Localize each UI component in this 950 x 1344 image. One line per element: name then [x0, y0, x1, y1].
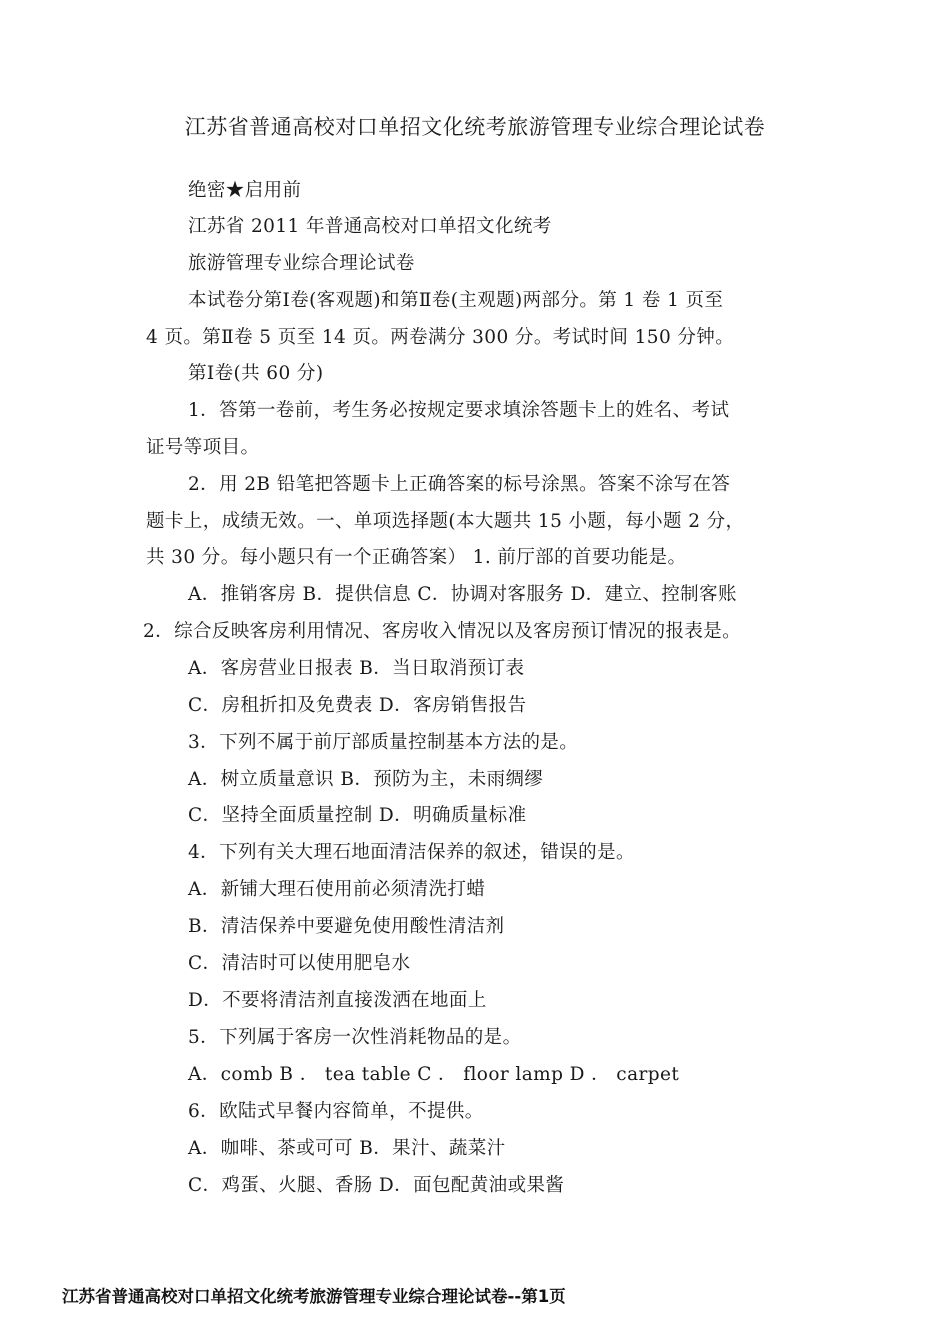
notice-line: 证号等项目。: [146, 437, 260, 458]
instructions-line: 本试卷分第Ⅰ卷(客观题)和第Ⅱ卷(主观题)两部分。第 1 卷 1 页至: [188, 290, 724, 311]
confidential-label: 绝密★启用前: [188, 180, 302, 201]
option-line: A．树立质量意识 B．预防为主，未雨绸缪: [188, 769, 544, 790]
option-line: A．新铺大理石使用前必须清洗打蜡: [188, 879, 486, 900]
option-line: C．清洁时可以使用肥皂水: [188, 953, 411, 974]
notice-line: 1．答第一卷前，考生务必按规定要求填涂答题卡上的姓名、考试: [188, 400, 730, 421]
question-line: 共 30 分。每小题只有一个正确答案） 1. 前厅部的首要功能是。: [146, 547, 687, 568]
question-line: 2．综合反映客房利用情况、客房收入情况以及客房预订情况的报表是。: [143, 621, 742, 642]
page-title: 江苏省普通高校对口单招文化统考旅游管理专业综合理论试卷: [184, 115, 766, 139]
question-line: 5．下列属于客房一次性消耗物品的是。: [188, 1027, 522, 1048]
instructions-line: 4 页。第Ⅱ卷 5 页至 14 页。两卷满分 300 分。考试时间 150 分钟。: [146, 327, 735, 348]
option-line: C．房租折扣及免费表 D．客房销售报告: [188, 695, 527, 716]
option-line: C．坚持全面质量控制 D．明确质量标准: [188, 805, 527, 826]
option-line: D．不要将清洁剂直接泼洒在地面上: [188, 990, 487, 1011]
page-footer: 江苏省普通高校对口单招文化统考旅游管理专业综合理论试卷--第1页: [62, 1287, 566, 1306]
option-line: A．推销客房 B．提供信息 C．协调对客服务 D．建立、控制客账: [188, 584, 737, 605]
question-line: 4．下列有关大理石地面清洁保养的叙述，错误的是。: [188, 842, 635, 863]
section-heading: 第Ⅰ卷(共 60 分): [188, 363, 324, 384]
exam-name-line: 江苏省 2011 年普通高校对口单招文化统考: [188, 216, 552, 237]
option-line: C．鸡蛋、火腿、香肠 D．面包配黄油或果酱: [188, 1175, 565, 1196]
notice-line: 2．用 2B 铅笔把答题卡上正确答案的标号涂黑。答案不涂写在答: [188, 474, 731, 495]
question-line: 3．下列不属于前厅部质量控制基本方法的是。: [188, 732, 579, 753]
option-line: A．comb B ． tea table C ． floor lamp D ． carpet: [188, 1064, 680, 1085]
notice-line: 题卡上，成绩无效。一、单项选择题(本大题共 15 小题，每小题 2 分，: [146, 511, 745, 532]
question-line: 6．欧陆式早餐内容简单，不提供。: [188, 1101, 484, 1122]
option-line: A．咖啡、茶或可可 B．果汁、蔬菜汁: [188, 1138, 506, 1159]
option-line: A．客房营业日报表 B．当日取消预订表: [188, 658, 525, 679]
paper-name-line: 旅游管理专业综合理论试卷: [188, 253, 415, 274]
option-line: B．清洁保养中要避免使用酸性清洁剂: [188, 916, 505, 937]
